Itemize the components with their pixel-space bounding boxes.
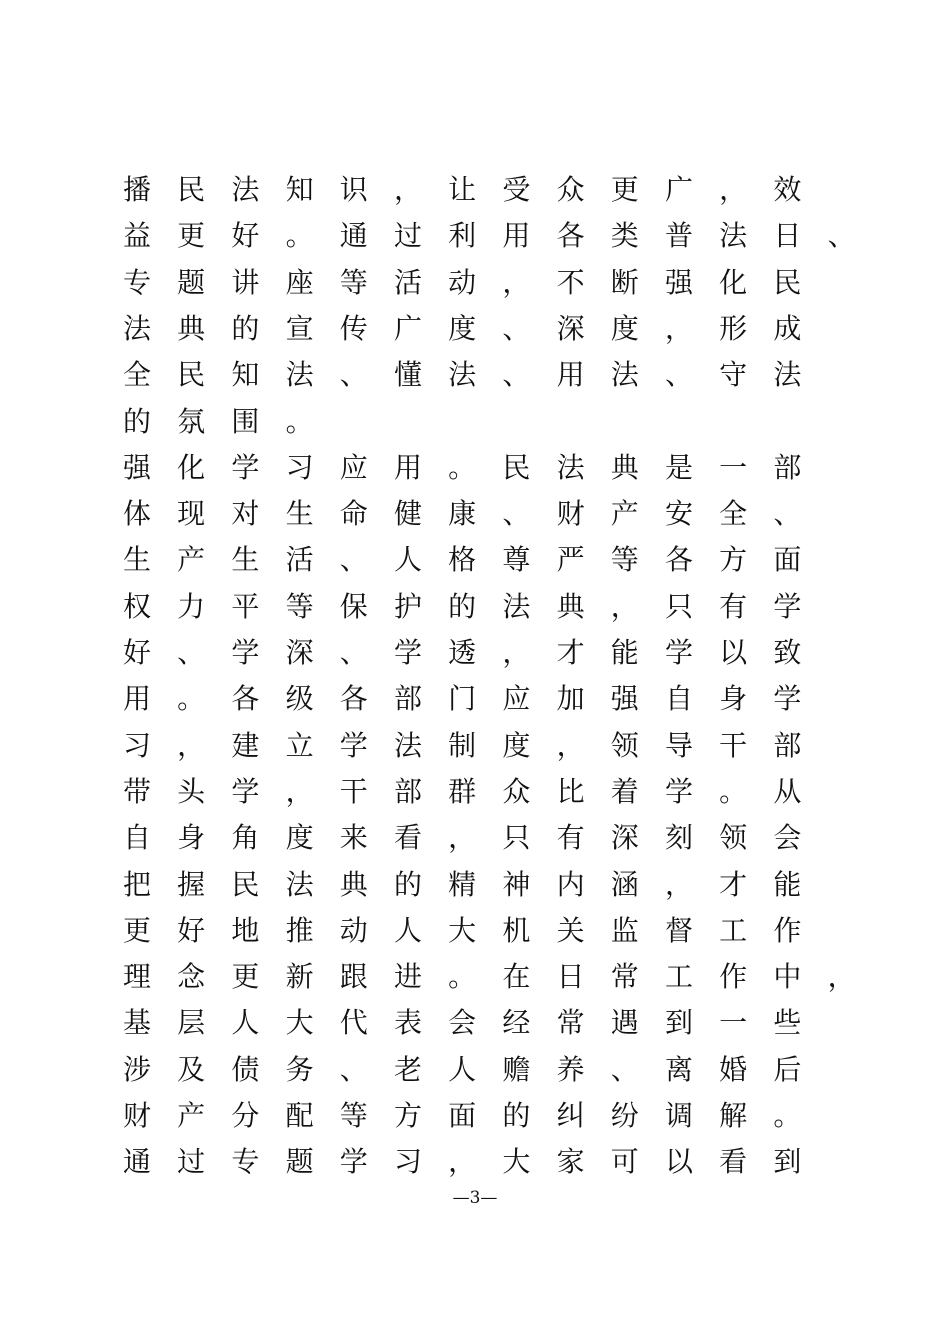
text-char: 等 xyxy=(610,543,639,577)
text-char: 民 xyxy=(177,358,206,392)
text-char: ， xyxy=(719,173,748,206)
text-char: 的 xyxy=(448,589,477,623)
text-char: 透 xyxy=(448,636,477,669)
text-char: 带 xyxy=(122,774,151,808)
text-char: 大 xyxy=(448,913,477,947)
text-char: 头 xyxy=(177,774,206,808)
text-char: 等 xyxy=(339,265,368,299)
text-char: 度 xyxy=(448,311,477,345)
text-char: 专 xyxy=(231,1145,260,1179)
text-char: 法 xyxy=(285,358,314,392)
text-char: 知 xyxy=(285,173,314,206)
text-char: ， xyxy=(502,636,531,669)
text-char: ， xyxy=(285,774,314,808)
text-char: 传 xyxy=(339,311,368,345)
text-char: 干 xyxy=(719,728,748,762)
text-char: 务 xyxy=(285,1052,314,1086)
text-char: 民 xyxy=(773,265,802,299)
text-char: 法 xyxy=(556,450,585,484)
text-char: 产 xyxy=(177,1099,206,1132)
text-char: 各 xyxy=(231,682,260,716)
text-char: 人 xyxy=(448,1052,477,1086)
text-char: ， xyxy=(664,311,693,345)
text-char: 、 xyxy=(502,358,531,392)
text-char: 基 xyxy=(122,1006,151,1040)
text-char: 健 xyxy=(393,497,422,531)
text-char: 学 xyxy=(231,774,260,808)
text-char: 普 xyxy=(664,219,693,253)
text-char: 群 xyxy=(448,774,477,808)
text-char: 好 xyxy=(122,636,151,669)
text-char: 能 xyxy=(610,636,639,669)
text-char: 推 xyxy=(285,913,314,947)
text-char: 。 xyxy=(285,404,314,438)
text-char: 层 xyxy=(177,1006,206,1040)
text-char: 益 xyxy=(122,219,151,253)
text-char: 自 xyxy=(122,821,151,855)
text-char: 度 xyxy=(610,311,639,345)
text-char: ， xyxy=(393,173,422,206)
text-char: 习 xyxy=(393,1145,422,1179)
text-char: 强 xyxy=(610,682,639,716)
text-char: 是 xyxy=(664,450,693,484)
text-char: 能 xyxy=(773,867,802,901)
text-char: 尊 xyxy=(502,543,531,577)
text-char: 部 xyxy=(773,450,802,484)
text-char: 专 xyxy=(122,265,151,299)
text-char: 身 xyxy=(177,821,206,855)
text-char: 在 xyxy=(502,960,531,994)
text-char: 、 xyxy=(339,358,368,392)
text-char: 领 xyxy=(719,821,748,855)
text-char: 的 xyxy=(122,404,151,438)
text-char: 。 xyxy=(448,960,477,994)
text-char: 活 xyxy=(285,543,314,577)
text-char: 念 xyxy=(177,960,206,994)
text-char: 来 xyxy=(339,821,368,855)
text-char: 关 xyxy=(556,913,585,947)
text-char: 自 xyxy=(664,682,693,716)
text-char: 法 xyxy=(285,867,314,901)
text-char: 婚 xyxy=(719,1052,748,1086)
text-char: 深 xyxy=(556,311,585,345)
text-char: 学 xyxy=(339,728,368,762)
text-char: 、 xyxy=(339,1052,368,1086)
text-char: 部 xyxy=(773,728,802,762)
text-char: 、 xyxy=(827,219,856,253)
text-char: 学 xyxy=(393,636,422,669)
text-char: 配 xyxy=(285,1099,314,1132)
text-char: 典 xyxy=(556,589,585,623)
text-char: 、 xyxy=(502,497,531,531)
text-char: 利 xyxy=(448,219,477,253)
text-char: 以 xyxy=(664,1145,693,1179)
text-char: 法 xyxy=(610,358,639,392)
text-char: 更 xyxy=(177,219,206,253)
text-char: 产 xyxy=(177,543,206,577)
text-char: 识 xyxy=(339,173,368,206)
text-char: 法 xyxy=(122,311,151,345)
text-char: 生 xyxy=(122,543,151,577)
text-char: 从 xyxy=(773,774,802,808)
text-char: 部 xyxy=(393,682,422,716)
text-char: 及 xyxy=(177,1052,206,1086)
text-char: 身 xyxy=(719,682,748,716)
text-char: 化 xyxy=(719,265,748,299)
text-char: 门 xyxy=(448,682,477,716)
text-char: 力 xyxy=(177,589,206,623)
text-char: 着 xyxy=(610,774,639,808)
text-char: 学 xyxy=(231,450,260,484)
text-char: 全 xyxy=(122,358,151,392)
text-char: 立 xyxy=(285,728,314,762)
text-char: 受 xyxy=(502,173,531,206)
text-char: 致 xyxy=(773,636,802,669)
text-char: 形 xyxy=(719,311,748,345)
text-char: 生 xyxy=(285,497,314,531)
text-char: ， xyxy=(556,728,585,762)
text-char: ， xyxy=(177,728,206,762)
text-char: 座 xyxy=(285,265,314,299)
text-char: 老 xyxy=(393,1052,422,1086)
text-char: 人 xyxy=(393,543,422,577)
text-char: 作 xyxy=(719,960,748,994)
text-char: 、 xyxy=(339,636,368,669)
text-char: 人 xyxy=(393,913,422,947)
text-char: 督 xyxy=(664,913,693,947)
text-char: 化 xyxy=(177,450,206,484)
text-char: 各 xyxy=(339,682,368,716)
text-char: 、 xyxy=(773,497,802,531)
text-char: 解 xyxy=(719,1099,748,1132)
text-char: 大 xyxy=(502,1145,531,1179)
text-char: 效 xyxy=(773,173,802,206)
text-char: 调 xyxy=(664,1099,693,1132)
text-char: 平 xyxy=(231,589,260,623)
text-char: 。 xyxy=(719,774,748,808)
text-char: 表 xyxy=(393,1006,422,1040)
text-char: 部 xyxy=(393,774,422,808)
text-char: 学 xyxy=(339,1145,368,1179)
text-char: 通 xyxy=(339,219,368,253)
text-char: 跟 xyxy=(339,960,368,994)
text-char: 过 xyxy=(393,219,422,253)
text-char: 工 xyxy=(664,960,693,994)
text-char: 法 xyxy=(502,589,531,623)
text-char: 的 xyxy=(393,867,422,901)
text-char: 监 xyxy=(610,913,639,947)
text-char: 法 xyxy=(393,728,422,762)
text-char: 众 xyxy=(502,774,531,808)
text-char: 等 xyxy=(285,589,314,623)
text-char: ， xyxy=(448,1145,477,1179)
text-char: 只 xyxy=(664,589,693,623)
text-char: 产 xyxy=(610,497,639,531)
text-char: 后 xyxy=(773,1052,802,1086)
text-char: ， xyxy=(664,867,693,901)
text-char: 典 xyxy=(339,867,368,901)
text-char: 众 xyxy=(556,173,585,206)
text-char: 宣 xyxy=(285,311,314,345)
text-char: ， xyxy=(448,821,477,855)
text-char: 刻 xyxy=(664,821,693,855)
text-char: 各 xyxy=(556,219,585,253)
text-char: 。 xyxy=(448,450,477,484)
text-char: 精 xyxy=(448,867,477,901)
text-char: 加 xyxy=(556,682,585,716)
text-char: 日 xyxy=(773,219,802,253)
text-char: 保 xyxy=(339,589,368,623)
text-char: 好 xyxy=(177,913,206,947)
text-char: 方 xyxy=(719,543,748,577)
text-char: 分 xyxy=(231,1099,260,1132)
text-char: 财 xyxy=(122,1099,151,1132)
text-char: 通 xyxy=(122,1145,151,1179)
text-char: 涉 xyxy=(122,1052,151,1086)
text-char: 民 xyxy=(502,450,531,484)
text-char: 把 xyxy=(122,867,151,901)
text-char: 内 xyxy=(556,867,585,901)
text-char: 离 xyxy=(664,1052,693,1086)
text-char: 典 xyxy=(610,450,639,484)
text-char: 讲 xyxy=(231,265,260,299)
text-char: 家 xyxy=(556,1145,585,1179)
text-char: 度 xyxy=(285,821,314,855)
text-char: 强 xyxy=(122,450,151,484)
text-char: 用 xyxy=(556,358,585,392)
text-char: 法 xyxy=(719,219,748,253)
text-char: 护 xyxy=(393,589,422,623)
text-char: 财 xyxy=(556,497,585,531)
text-char: 机 xyxy=(502,913,531,947)
text-char: 康 xyxy=(448,497,477,531)
text-char: 。 xyxy=(773,1099,802,1132)
text-char: 干 xyxy=(339,774,368,808)
text-char: 断 xyxy=(610,265,639,299)
text-char: 用 xyxy=(393,450,422,484)
text-char: 纠 xyxy=(556,1099,585,1132)
text-char: 命 xyxy=(339,497,368,531)
text-char: 一 xyxy=(719,450,748,484)
text-char: 播 xyxy=(122,173,151,206)
text-char: 学 xyxy=(664,774,693,808)
text-char: 神 xyxy=(502,867,531,901)
text-char: 中 xyxy=(773,960,802,994)
text-char: 生 xyxy=(231,543,260,577)
text-char: 赡 xyxy=(502,1052,531,1086)
text-char: 深 xyxy=(285,636,314,669)
text-char: 会 xyxy=(448,1006,477,1040)
text-char: 导 xyxy=(664,728,693,762)
text-char: 格 xyxy=(448,543,477,577)
text-char: 到 xyxy=(664,1006,693,1040)
text-char: 地 xyxy=(231,913,260,947)
text-char: 学 xyxy=(664,636,693,669)
text-char: 广 xyxy=(393,311,422,345)
text-char: 严 xyxy=(556,543,585,577)
text-char: 现 xyxy=(177,497,206,531)
text-char: 典 xyxy=(177,311,206,345)
text-char: 比 xyxy=(556,774,585,808)
text-char: 有 xyxy=(719,589,748,623)
text-char: 才 xyxy=(719,867,748,901)
text-char: 的 xyxy=(231,311,260,345)
text-char: 大 xyxy=(285,1006,314,1040)
text-char: 可 xyxy=(610,1145,639,1179)
text-char: 学 xyxy=(231,636,260,669)
text-char: 面 xyxy=(773,543,802,577)
text-char: 广 xyxy=(664,173,693,206)
text-char: 看 xyxy=(393,821,422,855)
text-char: 、 xyxy=(664,358,693,392)
text-char: 看 xyxy=(719,1145,748,1179)
text-char: 好 xyxy=(231,219,260,253)
text-char: 题 xyxy=(177,265,206,299)
text-char: 债 xyxy=(231,1052,260,1086)
text-char: 体 xyxy=(122,497,151,531)
text-char: 一 xyxy=(719,1006,748,1040)
text-char: 些 xyxy=(773,1006,802,1040)
text-char: 深 xyxy=(610,821,639,855)
text-char: 握 xyxy=(177,867,206,901)
text-char: ， xyxy=(610,589,639,623)
text-char: 、 xyxy=(339,543,368,577)
text-char: 只 xyxy=(502,821,531,855)
text-char: 更 xyxy=(122,913,151,947)
text-char: 不 xyxy=(556,265,585,299)
text-char: 会 xyxy=(773,821,802,855)
text-char: 人 xyxy=(231,1006,260,1040)
text-char: 应 xyxy=(339,450,368,484)
text-char: 。 xyxy=(177,682,206,716)
text-char: 代 xyxy=(339,1006,368,1040)
text-char: 常 xyxy=(556,1006,585,1040)
text-char: 对 xyxy=(231,497,260,531)
text-char: 、 xyxy=(177,636,206,669)
text-char: 新 xyxy=(285,960,314,994)
text-char: 涵 xyxy=(610,867,639,901)
text-char: 全 xyxy=(719,497,748,531)
text-char: 日 xyxy=(556,960,585,994)
text-char: 以 xyxy=(719,636,748,669)
text-char: 动 xyxy=(448,265,477,299)
text-char: 学 xyxy=(773,589,802,623)
text-char: 等 xyxy=(339,1099,368,1132)
text-char: 强 xyxy=(664,265,693,299)
text-char: 的 xyxy=(502,1099,531,1132)
text-char: ， xyxy=(827,960,856,994)
text-char: 有 xyxy=(556,821,585,855)
text-char: 民 xyxy=(177,173,206,206)
text-char: 守 xyxy=(719,358,748,392)
text-char: 级 xyxy=(285,682,314,716)
text-char: 进 xyxy=(393,960,422,994)
text-char: 成 xyxy=(773,311,802,345)
text-char: 习 xyxy=(122,728,151,762)
text-char: 知 xyxy=(231,358,260,392)
text-char: 安 xyxy=(664,497,693,531)
text-char: 经 xyxy=(502,1006,531,1040)
text-char: 纷 xyxy=(610,1099,639,1132)
page-number: —3— xyxy=(452,1188,498,1208)
text-char: 。 xyxy=(285,219,314,253)
text-char: 用 xyxy=(122,682,151,716)
text-char: 围 xyxy=(231,404,260,438)
text-char: 各 xyxy=(664,543,693,577)
text-char: 更 xyxy=(231,960,260,994)
text-char: 过 xyxy=(177,1145,206,1179)
text-char: 制 xyxy=(448,728,477,762)
text-char: 才 xyxy=(556,636,585,669)
text-char: 应 xyxy=(502,682,531,716)
text-char: 、 xyxy=(610,1052,639,1086)
text-char: 动 xyxy=(339,913,368,947)
text-char: 养 xyxy=(556,1052,585,1086)
text-char: 建 xyxy=(231,728,260,762)
text-char: 到 xyxy=(773,1145,802,1179)
text-char: 理 xyxy=(122,960,151,994)
text-char: 角 xyxy=(231,821,260,855)
text-char: 类 xyxy=(610,219,639,253)
text-char: 法 xyxy=(448,358,477,392)
text-char: 习 xyxy=(285,450,314,484)
text-char: 面 xyxy=(448,1099,477,1132)
text-char: 民 xyxy=(231,867,260,901)
text-char: 用 xyxy=(502,219,531,253)
text-char: 懂 xyxy=(393,358,422,392)
text-char: 度 xyxy=(502,728,531,762)
text-char: 常 xyxy=(610,960,639,994)
text-char: 领 xyxy=(610,728,639,762)
text-char: 学 xyxy=(773,682,802,716)
text-char: 权 xyxy=(122,589,151,623)
text-char: ， xyxy=(502,265,531,299)
text-char: 方 xyxy=(393,1099,422,1132)
text-char: 法 xyxy=(773,358,802,392)
text-char: 工 xyxy=(719,913,748,947)
text-char: 让 xyxy=(448,173,477,206)
text-char: 、 xyxy=(502,311,531,345)
text-char: 遇 xyxy=(610,1006,639,1040)
text-char: 活 xyxy=(393,265,422,299)
text-char: 更 xyxy=(610,173,639,206)
text-char: 作 xyxy=(773,913,802,947)
text-char: 题 xyxy=(285,1145,314,1179)
text-char: 氛 xyxy=(177,404,206,438)
text-char: 法 xyxy=(231,173,260,206)
